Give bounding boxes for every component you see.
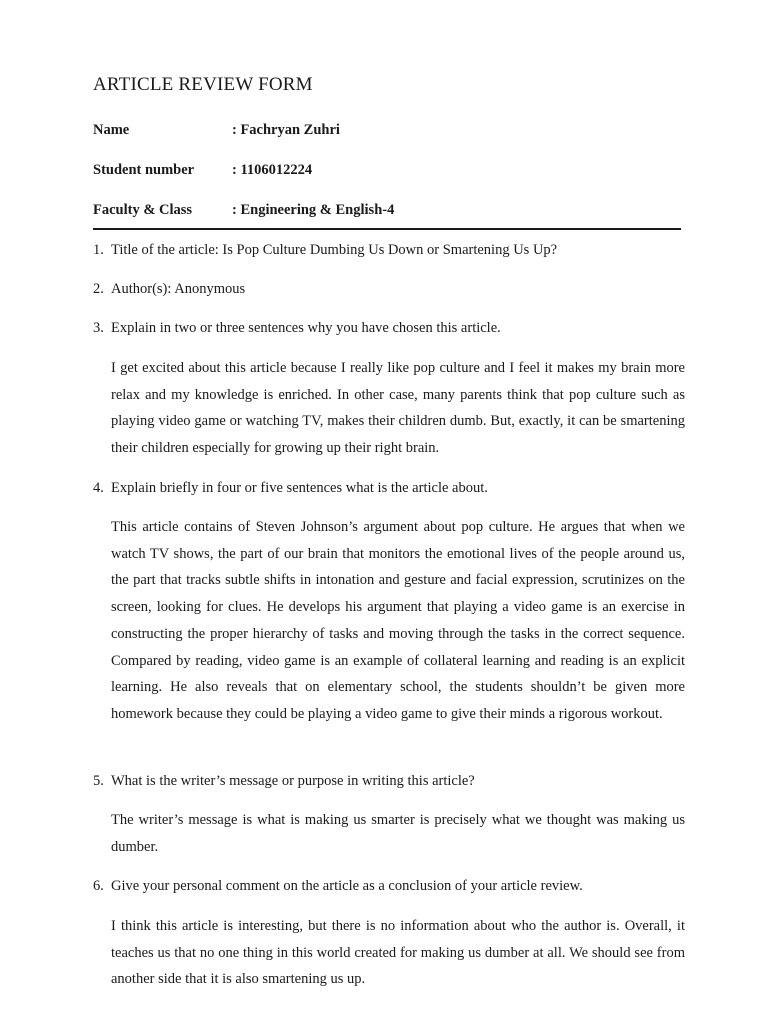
- answer-6: I think this article is interesting, but there is no information about who the author is. Overall, it teaches us that no one thing in this world created for making us dumber at all. We should see from another side that it is also smartening us up.: [111, 918, 685, 988]
- answer-4: This article contains of Steven Johnson’s argument about pop culture. He argues that when we watch TV shows, the part of our brain that monitors the emotional lives of the people around us, the part that tracks subtle shifts in intonation and gesture and facial expression, scrutinizes on the screen, looking for clues. He develops his argument that playing a video game is an exercise in constructing the proper hierarchy of tasks and moving through the tasks in the correct sequence. Compared by reading, video game is an example of collateral learning and reading is an explicit learning. He also reveals that on elementary school, the students shouldn’t be given more homework because they could be playing a video game to give their minds a rigorous workout.: [111, 519, 685, 722]
- question-text: Give your personal comment on the article as a conclusion of your article review.: [111, 878, 583, 894]
- info-label: Student number: [93, 162, 195, 178]
- form-title: ARTICLE REVIEW FORM: [93, 74, 313, 95]
- question-text: Author(s): Anonymous: [111, 281, 246, 297]
- question-number: 5.: [93, 773, 104, 789]
- info-value: : Fachryan Zuhri: [232, 122, 340, 138]
- question-text: What is the writer’s message or purpose in writing this article?: [111, 773, 475, 789]
- info-value: : 1106012224: [232, 162, 313, 178]
- answer-5: The writer’s message is what is making us smarter is precisely what we thought was making us dumber.: [111, 812, 685, 855]
- question-number: 3.: [93, 320, 104, 336]
- question-number: 4.: [93, 480, 104, 496]
- question-text: Explain in two or three sentences why you have chosen this article.: [111, 320, 501, 336]
- header-divider: [93, 228, 681, 230]
- question-number: 2.: [93, 281, 104, 297]
- question-number: 1.: [93, 242, 104, 258]
- question-text: Title of the article: Is Pop Culture Dumbing Us Down or Smartening Us Up?: [111, 242, 558, 258]
- info-value: : Engineering & English-4: [232, 202, 395, 218]
- question-text: Explain briefly in four or five sentences what is the article about.: [111, 480, 488, 496]
- answer-3: I get excited about this article because I really like pop culture and I feel it makes my brain more relax and my knowledge is enriched. In other case, many parents think that pop culture such as playing video game or watching TV, makes their children dumb. But, exactly, it can be smartening their children especially for growing up their right brain.: [111, 360, 685, 457]
- question-number: 6.: [93, 878, 104, 894]
- info-label: Faculty & Class: [93, 202, 193, 218]
- info-label: Name: [93, 122, 130, 138]
